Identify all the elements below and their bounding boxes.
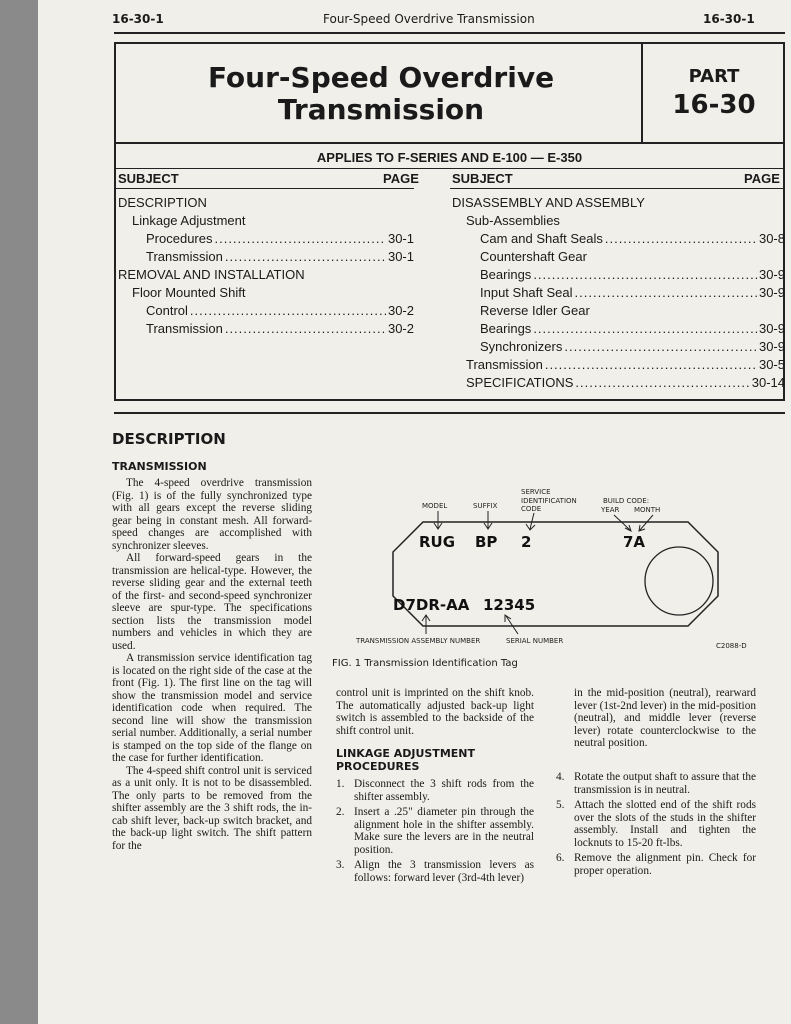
month-arrow <box>639 515 653 531</box>
service-label-line3: CODE <box>521 505 542 513</box>
part-label: PART <box>688 66 740 87</box>
toc-rule-left <box>116 188 414 189</box>
toc-entry <box>480 321 785 338</box>
toc-entry-page: 30-1 <box>387 249 414 264</box>
toc-leader <box>214 231 385 246</box>
service-label-line2: IDENTIFICATION <box>521 497 577 505</box>
toc-entry <box>118 267 414 284</box>
toc-entry <box>118 195 414 212</box>
toc-entry <box>132 213 414 230</box>
toc-entry-label: Procedures <box>146 231 213 246</box>
list-item: 3. Align the 3 transmission levers as follows: forward lever (3rd-4th lever) <box>336 859 534 884</box>
toc-entry-label: Input Shaft Seal <box>480 285 573 300</box>
subject-heading-left: SUBJECT <box>118 171 179 186</box>
tag-model: RUG <box>419 533 456 551</box>
toc-entry <box>466 357 785 374</box>
toc-entry-page: 30-9 <box>758 285 785 300</box>
toc-entry-page: 30-5 <box>758 357 785 372</box>
toc-entry <box>480 267 785 284</box>
toc-entry-page: 30-9 <box>758 267 785 282</box>
toc-entry-label: SPECIFICATIONS <box>466 375 574 390</box>
toc-leader <box>225 321 386 336</box>
description-body <box>112 477 312 852</box>
toc-entry <box>480 285 785 302</box>
subject-heading-right: SUBJECT <box>452 171 513 186</box>
toc-entry-label: Bearings <box>480 267 532 282</box>
toc-rule-right <box>450 188 783 189</box>
header-rule <box>114 32 785 34</box>
linkage-steps-2 <box>556 771 756 880</box>
section-rule <box>114 412 785 414</box>
build-month-label: MONTH <box>634 506 661 514</box>
paragraph: The 4-speed overdrive transmission (Fig. 1) is of the fully synchronized type with all gears except the reverse sliding gear being in constant mesh. All forward-speed changes are accomplished with synchronizer sleeves. <box>112 477 312 552</box>
toc-entry-label: Reverse Idler Gear <box>480 303 590 318</box>
description-heading: DESCRIPTION <box>112 430 226 448</box>
toc-entry <box>146 321 414 338</box>
paragraph: A transmission service identification tag is located on the right side of the case at the front (Fig. 1). The first line on the tag will show the transmission model and service identification code when required. The second line will show the transmission serial number. Additionally, a serial number is stamped on the top side of the flange on the case for further identification. <box>112 652 312 764</box>
toc-entry-page: 30-14 <box>751 375 785 390</box>
running-title: Four-Speed Overdrive Transmission <box>323 12 535 26</box>
tag-build-code: 7A <box>623 533 646 551</box>
tag-suffix: BP <box>475 533 498 551</box>
toc-leader <box>564 339 757 354</box>
serial-arrow <box>505 615 518 634</box>
figure-caption: FIG. 1 Transmission Identification Tag <box>332 658 518 669</box>
assembly-arrow <box>422 615 430 634</box>
model-arrow <box>434 511 442 529</box>
tag-hole <box>645 547 713 615</box>
tag-assembly-number: D7DR-AA <box>393 596 470 614</box>
model-label: MODEL <box>422 502 448 510</box>
list-item: 2. Insert a .25" diameter pin through the alignment hole in the shifter assembly. Make sure the levers are in the neutral position. <box>336 806 534 856</box>
tag-serial-number: 12345 <box>483 596 536 614</box>
build-code-label: BUILD CODE: <box>603 497 650 505</box>
toc-entry-label: Bearings <box>480 321 532 336</box>
toc-entry-label: Countershaft Gear <box>480 249 587 264</box>
list-item: 4. Rotate the output shaft to assure that the transmission is in neutral. <box>556 771 756 796</box>
identification-tag-figure <box>338 480 758 650</box>
page-heading-left: PAGE <box>383 171 419 186</box>
applies-to: APPLIES TO F-SERIES AND E-100 — E-350 <box>316 150 583 165</box>
toc-entry-label: DESCRIPTION <box>118 195 207 210</box>
toc-leader <box>190 303 386 318</box>
toc-entry-page: 30-9 <box>758 339 785 354</box>
toc-entry <box>452 195 785 212</box>
toc-entry <box>146 303 414 320</box>
toc-entry-label: Synchronizers <box>480 339 563 354</box>
list-item: 6. Remove the alignment pin. Check for proper operation. <box>556 852 756 877</box>
toc-entry-label: Control <box>146 303 188 318</box>
toc-entry <box>466 213 785 230</box>
linkage-steps-1 <box>336 778 534 887</box>
description-continuation: control unit is imprinted on the shift knob. The automatically adjusted back-up light switch is assembled to the backside of the shift control unit. <box>336 687 534 737</box>
toc-entry <box>480 303 785 320</box>
toc-entry-label: Transmission <box>146 249 223 264</box>
toc-entry <box>480 249 785 266</box>
toc-entry-page: 30-1 <box>387 231 414 246</box>
toc-entry-label: REMOVAL AND INSTALLATION <box>118 267 305 282</box>
toc-leader <box>545 357 757 372</box>
toc-entry-label: Transmission <box>466 357 543 372</box>
suffix-label: SUFFIX <box>473 502 498 510</box>
build-year-label: YEAR <box>601 506 620 514</box>
assembly-number-label: TRANSMISSION ASSEMBLY NUMBER <box>356 637 481 645</box>
toc-entry-page: 30-2 <box>387 303 414 318</box>
paragraph: The 4-speed shift control unit is serviced as a unit only. It is not to be disassembled. The only parts to be removed from the shifter assembly are the 3 shift rods, the in-cab shift lever, back-up switch bracket, and the back-up light switch. The shift pattern for the <box>112 764 312 852</box>
service-label-line1: SERVICE <box>521 488 551 496</box>
list-item: 1. Disconnect the 3 shift rods from the shifter assembly. <box>336 778 534 803</box>
toc-leader <box>533 267 757 282</box>
part-number: 16-30 <box>672 90 756 120</box>
toc-entry <box>466 375 785 392</box>
toc-entry-label: Sub-Assemblies <box>466 213 560 228</box>
toc-leader <box>575 285 757 300</box>
serial-number-label: SERIAL NUMBER <box>506 637 564 645</box>
toc-entry-page: 30-9 <box>758 321 785 336</box>
page-title: Four-Speed Overdrive Transmission <box>207 61 555 126</box>
toc-entry <box>132 285 414 302</box>
toc-leader <box>533 321 757 336</box>
toc-entry-page: 30-2 <box>387 321 414 336</box>
toc-entry <box>480 231 785 248</box>
toc-entry-label: DISASSEMBLY AND ASSEMBLY <box>452 195 645 210</box>
year-arrow <box>614 515 631 531</box>
toc-leader <box>575 375 749 390</box>
transmission-subheading: TRANSMISSION <box>112 460 207 473</box>
page-number-right: 16-30-1 <box>703 12 755 26</box>
suffix-arrow <box>484 511 492 529</box>
toc-leader <box>225 249 386 264</box>
toc-entry <box>480 339 785 356</box>
applies-rule <box>114 168 785 169</box>
page-heading-right: PAGE <box>744 171 780 186</box>
toc-entry <box>146 231 414 248</box>
manual-page <box>38 0 791 1024</box>
toc-leader <box>605 231 757 246</box>
step-3-continuation: in the mid-position (neutral), rearward lever (1st-2nd lever) in the mid-position (neutral), and middle lever (reverse lever) rotate counterclockwise to the neutral position. <box>574 687 756 749</box>
toc-entry-label: Transmission <box>146 321 223 336</box>
toc-entry-label: Linkage Adjustment <box>132 213 246 228</box>
toc-entry-page: 30-8 <box>758 231 785 246</box>
linkage-heading: LINKAGE ADJUSTMENT PROCEDURES <box>336 747 475 773</box>
list-item: 5. Attach the slotted end of the shift rods over the slots of the studs in the shifter assembly. Install and tighten the locknuts to 15-20 ft-lbs. <box>556 799 756 849</box>
toc-entry <box>146 249 414 266</box>
tag-service-code: 2 <box>521 533 532 551</box>
page-number-left: 16-30-1 <box>112 12 164 26</box>
figure-code: C2088-D <box>716 642 747 650</box>
toc-entry-label: Floor Mounted Shift <box>132 285 246 300</box>
paragraph: All forward-speed gears in the transmission are helical-type. However, the reverse sliding gear and the external teeth of the first- and second-speed synchronizer sleeve are spur-type. The specifications section lists the transmission model numbers and vehicles in which they are used. <box>112 552 312 652</box>
toc-entry-label: Cam and Shaft Seals <box>480 231 603 246</box>
